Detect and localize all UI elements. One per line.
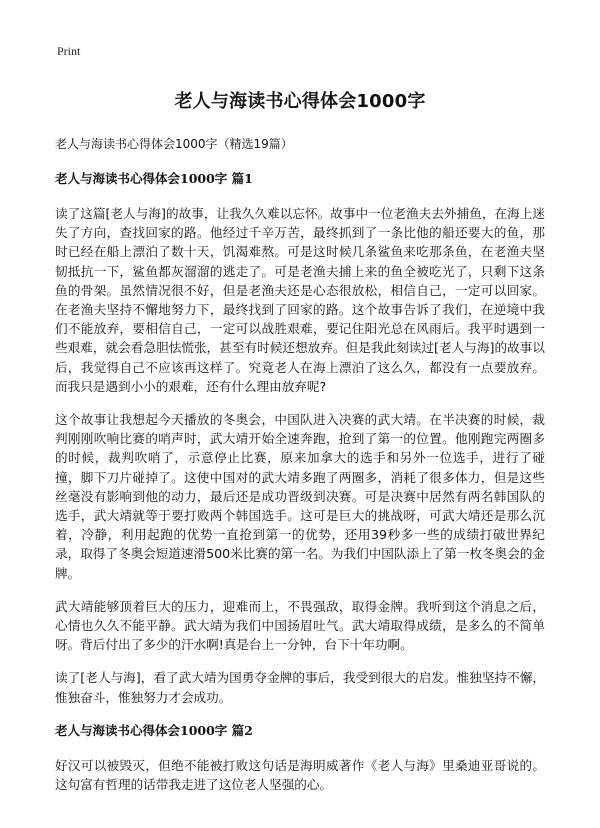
section-heading-2: 老人与海读书心得体会1000字 篇2 bbox=[55, 722, 253, 738]
section-1-paragraph-2: 这个故事让我想起今天播放的冬奥会，中国队进入决赛的武大靖。在半决赛的时候，裁判刚刚吹响比赛的哨声时，武大靖开始全速奔跑，抢到了第一的位置。他刚跑完两圈多的时候，裁判吹哨了，示意停止比赛，原来加拿大的选手和另外一位选手，进行了碰撞，脚下刀片碰掉了。这使中国对的武大靖多跑了两圈多，消耗了很多体力，但是这些丝毫没有影响到他的动力，最后还是成功晋级到决赛。可是决赛中居然有两名韩国队的选手，武大靖就等于要打败两个韩国选手。这可是巨大的挑战呀，可武大靖还是那么沉着，冷静，利用起跑的优势一直抢到第一的优势，还用39秒多一些的成绩打破世界纪录，取得了冬奥会短道速滑500米比赛的第一名。为我们中国队添上了第一枚冬奥会的金牌。 bbox=[55, 412, 546, 581]
section-2-paragraph-1: 好汉可以被毁灭，但绝不能被打败这句话是海明威著作《老人与海》里桑迪亚哥说的。这句富有哲理的话带我走进了这位老人坚强的心。 bbox=[55, 757, 545, 793]
document-title: 老人与海读书心得体会1000字 bbox=[174, 91, 426, 112]
section-1-paragraph-4: 读了[老人与海]，看了武大靖为国勇夺金牌的事后，我受到很大的启发。惟独坚持不懈，惟独奋斗，惟独努力才会成功。 bbox=[55, 670, 545, 705]
section-heading-1: 老人与海读书心得体会1000字 篇1 bbox=[55, 171, 253, 186]
section-1-paragraph-3: 武大靖能够顶着巨大的压力，迎难而上，不畏强敌，取得金牌。我听到这个消息之后，心情也久久不能平静。武大靖为我们中国扬眉吐气。武大靖取得成绩，是多么的不简单呀。背后付出了多少的汗水啊!真是台上一分钟，台下十年功啊。 bbox=[55, 598, 545, 653]
print-label: Print bbox=[57, 44, 81, 58]
section-1-paragraph-1: 读了这篇[老人与海]的故事，让我久久难以忘怀。故事中一位老渔夫去外捕鱼，在海上迷失了方向，查找回家的路。他经过千辛万苦，最终抓到了一条比他的船还要大的鱼，那时已经在船上漂泊了数十天，饥渴难熬。可是这时候几条鲨鱼来吃那条鱼，在老渔夫坚韧抵抗一下，鲨鱼都灰溜溜的逃走了。可是老渔夫捕上来的鱼全被吃光了，只剩下这条鱼的骨架。虽然情况很不好，但是老渔夫还是心态很放松，相信自己，一定可以回家。在老渔夫坚持不懈地努力下，最终找到了回家的路。这个故事告诉了我们，在逆境中我们不能放弃，要相信自己，一定可以战胜艰难，要记住阳光总在风雨后。我平时遇到一些艰难，就会看急胆怯慌张，甚至有时候还想放弃。但是我此刻读过[老人与海]的故事以后，我觉得自己不应该再这样了。究竟老人在海上漂泊了这么久，都没有一点要放弃。而我只是遇到小小的艰难，还有什么理由放弃呢? bbox=[55, 206, 545, 394]
document-subtitle: 老人与海读书心得体会1000字（精选19篇） bbox=[55, 137, 293, 151]
